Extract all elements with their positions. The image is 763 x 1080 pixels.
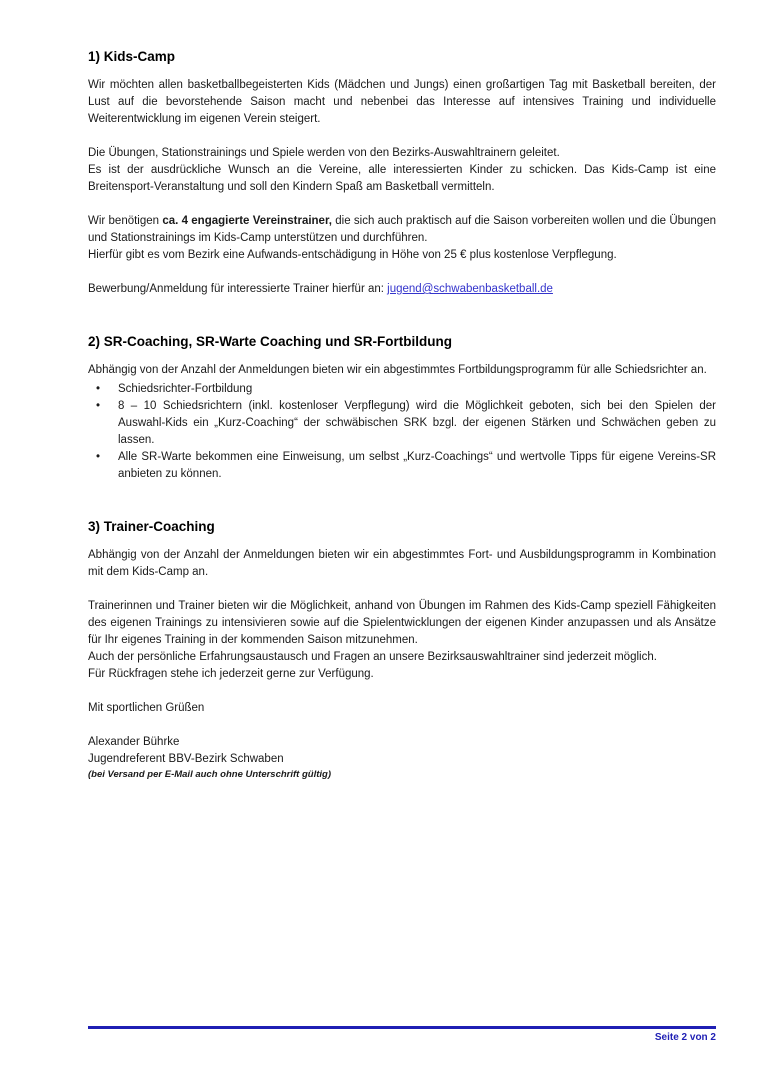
text-run-bold: ca. 4 engagierte Vereinstrainer, — [162, 215, 332, 227]
section-trainer-coaching — [88, 519, 716, 666]
signature-role: Jugendreferent BBV-Bezirk Schwaben — [88, 753, 284, 765]
paragraph-vereinstrainer — [88, 213, 716, 264]
section-closing — [88, 666, 716, 781]
list-item: • Alle SR-Warte bekommen eine Einweisung, um selbst „Kurz-Coachings“ und wertvolle Tipps für eigene Vereins-SR anbieten zu können. — [88, 449, 716, 483]
text-line: Hierfür gibt es vom Bezirk eine Aufwands-entschädigung in Höhe von 25 € plus kostenlose Verpflegung. — [88, 249, 617, 261]
list-item: • 8 – 10 Schiedsrichtern (inkl. kostenloser Verpflegung) wird die Möglichkeit geboten, sich bei den Spielen der Auswahl-Kids ein „Kurz-Coaching“ der schwäbischen SRK bzgl. der eigenen Stärken und Schwächen geben zu lassen. — [88, 398, 716, 449]
text-line: Es ist der ausdrückliche Wunsch an die Vereine, alle interessierten Kinder zu schicken. Das Kids-Camp ist eine Breitensport-Veranstaltung und soll den Kindern Spaß am Basketball vermitteln. — [88, 164, 716, 193]
paragraph-uebungen — [88, 145, 716, 196]
text-run: die sich auch praktisch auf die Saison vorbereiten wollen und die Übungen und Stationstrainings im Kids-Camp unterstützen und durchführen. — [88, 215, 716, 244]
paragraph-trainer-intro: Abhängig von der Anzahl der Anmeldungen bieten wir ein abgestimmtes Fort- und Ausbildungsprogramm in Kombination mit dem Kids-Camp an. — [88, 549, 716, 578]
text-line: Auch der persönliche Erfahrungsaustausch und Fragen an unsere Bezirksauswahltrainer sind jederzeit möglich. — [88, 651, 657, 663]
section-heading-trainer-coaching: 3) Trainer-Coaching — [88, 519, 215, 534]
paragraph-bewerbung — [88, 281, 716, 298]
section-heading-sr-coaching: 2) SR-Coaching, SR-Warte Coaching und SR-Fortbildung — [88, 334, 452, 349]
sr-bullet-list — [88, 381, 716, 483]
paragraph-gruss: Mit sportlichen Grüßen — [88, 702, 205, 714]
text-line: Die Übungen, Stationstrainings und Spiele werden von den Bezirks-Auswahltrainern geleitet. — [88, 147, 560, 159]
section-kids-camp — [88, 49, 716, 298]
bewerbung-label: Bewerbung/Anmeldung für interessierte Trainer hierfür an: — [88, 283, 388, 295]
page-number: Seite 2 von 2 — [654, 1032, 716, 1043]
paragraph-kids-camp-intro: Wir möchten allen basketballbegeisterten Kids (Mädchen und Jungs) einen großartigen Tag mit Basketball bereiten, der Lust auf die bevorstehende Saison macht und nebenbei das Interesse auf intensives Training und individuelle Weiterentwicklung im eigenen Verein steigert. — [88, 79, 716, 125]
section-sr-coaching — [88, 334, 716, 483]
paragraph-trainer-detail — [88, 598, 716, 666]
text-line: Trainerinnen und Trainer bieten wir die Möglichkeit, anhand von Übungen im Rahmen des Kids-Camp speziell Fähigkeiten des eigenen Trainings zu intensivieren sowie auf die Spielentwicklungen der eigenen Kinder anzupassen und als Ansätze für Ihr eigenes Training in der kommenden Saison mitzunehmen. — [88, 600, 716, 646]
paragraph-sr-intro: Abhängig von der Anzahl der Anmeldungen bieten wir ein abgestimmtes Fortbildungsprogramm für alle Schiedsrichter an. — [88, 364, 707, 376]
footer-rule — [88, 1026, 716, 1029]
list-item: • Schiedsrichter-Fortbildung — [88, 381, 716, 398]
text-line — [88, 213, 716, 247]
signature-block — [88, 734, 716, 781]
signature-name: Alexander Bührke — [88, 736, 180, 748]
paragraph-rueckfragen: Für Rückfragen stehe ich jederzeit gerne zur Verfügung. — [88, 668, 374, 680]
letter-body — [88, 49, 716, 781]
email-link[interactable]: jugend@schwabenbasketball.de — [387, 283, 553, 295]
signature-note: (bei Versand per E-Mail auch ohne Unterschrift gültig) — [88, 769, 331, 780]
section-heading-kids-camp: 1) Kids-Camp — [88, 49, 176, 64]
text-run: Wir benötigen — [88, 215, 163, 227]
